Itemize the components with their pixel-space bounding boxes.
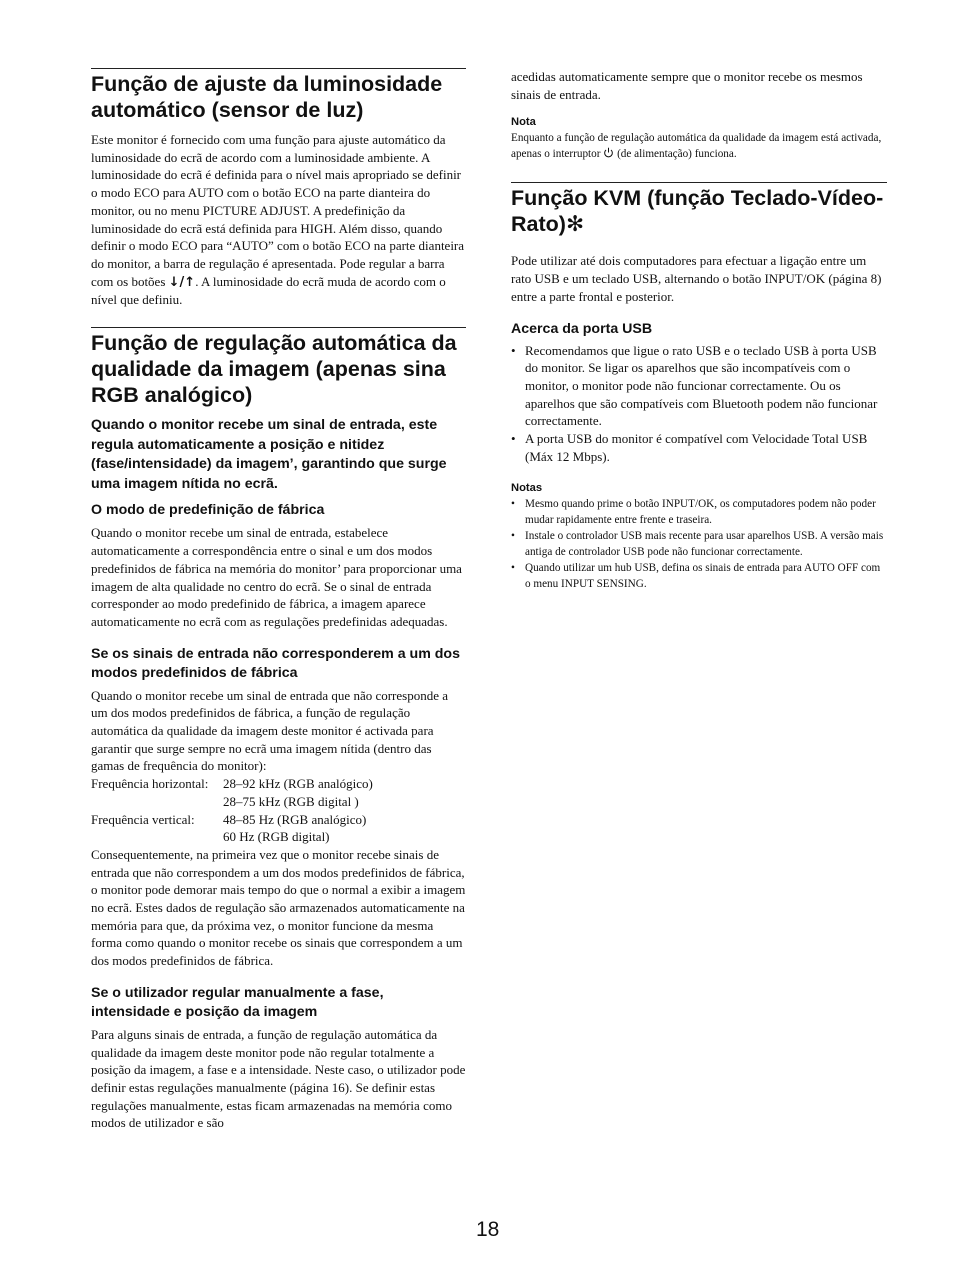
auto-brightness-body: Este monitor é fornecido com uma função para ajuste automático da luminosidade do ecrã de acordo com a luminosidade ambiente. A luminosidade do ecrã é definida para o nível mais apropriado se definir o modo ECO para AUTO com o botão ECO na parte dianteira do monitor, ou no menu PICTURE ADJUST. A predefinição da luminosidade do ecrã está definida para HIGH. Além disso, quando definir o modo ECO para “AUTO” com o botão ECO na parte dianteira do monitor, a barra de regulação é apresentada. Pode regular a barra com os botões ↓/↑. A luminosidade do ecrã muda de acordo com o nível que definiu. [91, 132, 465, 308]
page-number: 18 [476, 1218, 500, 1241]
nota-label: Nota [511, 116, 536, 129]
auto-quality-lead: Quando o monitor recebe um sinal de entrada, este regula automaticamente a posição e nitidez (fase/intensidade) da imagem’, garantindo que surge uma imagem nítida no ecrã. [91, 417, 447, 492]
freq-row-vertical-digital: 60 Hz (RGB digital) [223, 829, 330, 845]
asterisk-icon: ✻ [565, 212, 584, 238]
subheading-no-match: Se os sinais de entrada não corresponderem a um dos modos predefinidos de fábrica [91, 645, 460, 681]
usb-list [511, 342, 887, 466]
freq-row-horizontal-digital: 28–75 kHz (RGB digital ) [223, 793, 359, 809]
subheading-factory-preset: O modo de predefinição de fábrica [91, 502, 325, 519]
nota-body: Enquanto a função de regulação automática da qualidade da imagem está activada, apenas o interruptor (de alimentação) funciona. [511, 132, 882, 161]
left-column [91, 68, 466, 1132]
freq-row-horizontal: Frequência horizontal: 28–92 kHz (RGB analógico) [91, 776, 373, 792]
power-icon [603, 147, 614, 158]
subheading-usb-port: Acerca da porta USB [511, 320, 653, 337]
section-title-kvm: Função KVM (função Teclado-Vídeo-Rato)✻ [511, 182, 887, 238]
manual-adjust-body: Para alguns sinais de entrada, a função de regulação automática da qualidade da imagem deste monitor pode não regular totalmente a posição da imagem, a fase e a intensidade. Neste caso, o utilizador pode definir estas regulações manualmente (página 16). Se definir estas regulações manualmente, estas ficam armazenadas na memória como modos de utilizador e são [91, 1026, 466, 1131]
section-title-auto-quality: Função de regulação automática da qualidade da imagem (apenas sina RGB analógico) [91, 327, 466, 408]
no-match-body-2: Consequentemente, na primeira vez que o monitor recebe sinais de entrada que não correspondem a um dos modos predefinidos de fábrica, o monitor pode demorar mais tempo do que o normal a exibir a imagem no ecrã. Estes dados de regulação são armazenados automaticamente na memória para que, da próxima vez, o monitor funcione da mesma forma como quando o monitor recebe os sinais que correspondem a um dos modos predefinidos de fábrica. [91, 846, 466, 969]
list-item: • Recomendamos que ligue o rato USB e o teclado USB à porta USB do monitor. Se ligar os aparelhos que são incompatíveis com o monitor, o monitor pode não funcionar correctamente. Ou os aparelhos que são compatíveis com Bluetooth podem não funcionar correctamente. [511, 342, 887, 431]
factory-preset-body: Quando o monitor recebe um sinal de entrada, estabelece automaticamente a correspondência entre o sinal e um dos modos predefinidos de fábrica na memória do monitor’ para proporcionar uma imagem de alta qualidade no centro do ecrã. Se o sinal de entrada corresponder ao modo predefinido de fábrica, a imagem aparece automaticamente no ecrã com as regulações predefinidas adequadas. [91, 525, 462, 629]
notas-label: Notas [511, 482, 543, 495]
section-title-auto-brightness: Função de ajuste da luminosidade automático (sensor de luz) [91, 68, 466, 123]
right-column [511, 68, 887, 592]
notas-list [511, 496, 887, 592]
kvm-body: Pode utilizar até dois computadores para efectuar a ligação entre um rato USB e um teclado USB, alternando o botão INPUT/OK (página 8) entre a parte frontal e posterior. [511, 253, 882, 304]
continued-text: acedidas automaticamente sempre que o monitor recebe os mesmos sinais de entrada. [511, 69, 863, 102]
list-item: • Instale o controlador USB mais recente para usar aparelhos USB. A versão mais antiga de controlador USB pode não funcionar correctamente. [511, 528, 887, 560]
list-item: • Quando utilizar um hub USB, defina os sinais de entrada para AUTO OFF com o menu INPUT SENSING. [511, 560, 887, 592]
list-item: • A porta USB do monitor é compatível com Velocidade Total USB (Máx 12 Mbps). [511, 430, 887, 465]
subheading-manual-adjust: Se o utilizador regular manualmente a fase, intensidade e posição da imagem [91, 984, 384, 1020]
freq-row-vertical: Frequência vertical: 48–85 Hz (RGB analógico) [91, 811, 367, 827]
arrow-buttons-icon: ↓/↑ [168, 274, 196, 290]
no-match-body: Quando o monitor recebe um sinal de entrada que não corresponde a um dos modos predefinidos de fábrica, a função de regulação automática da qualidade da imagem deste monitor é activada para garantir que surge sempre no ecrã uma imagem nítida (dentro das gamas de frequência do monitor): [91, 687, 449, 774]
list-item: • Mesmo quando prime o botão INPUT/OK, os computadores podem não poder mudar rapidamente entre frente e traseira. [511, 496, 887, 528]
frequency-table [91, 775, 466, 846]
